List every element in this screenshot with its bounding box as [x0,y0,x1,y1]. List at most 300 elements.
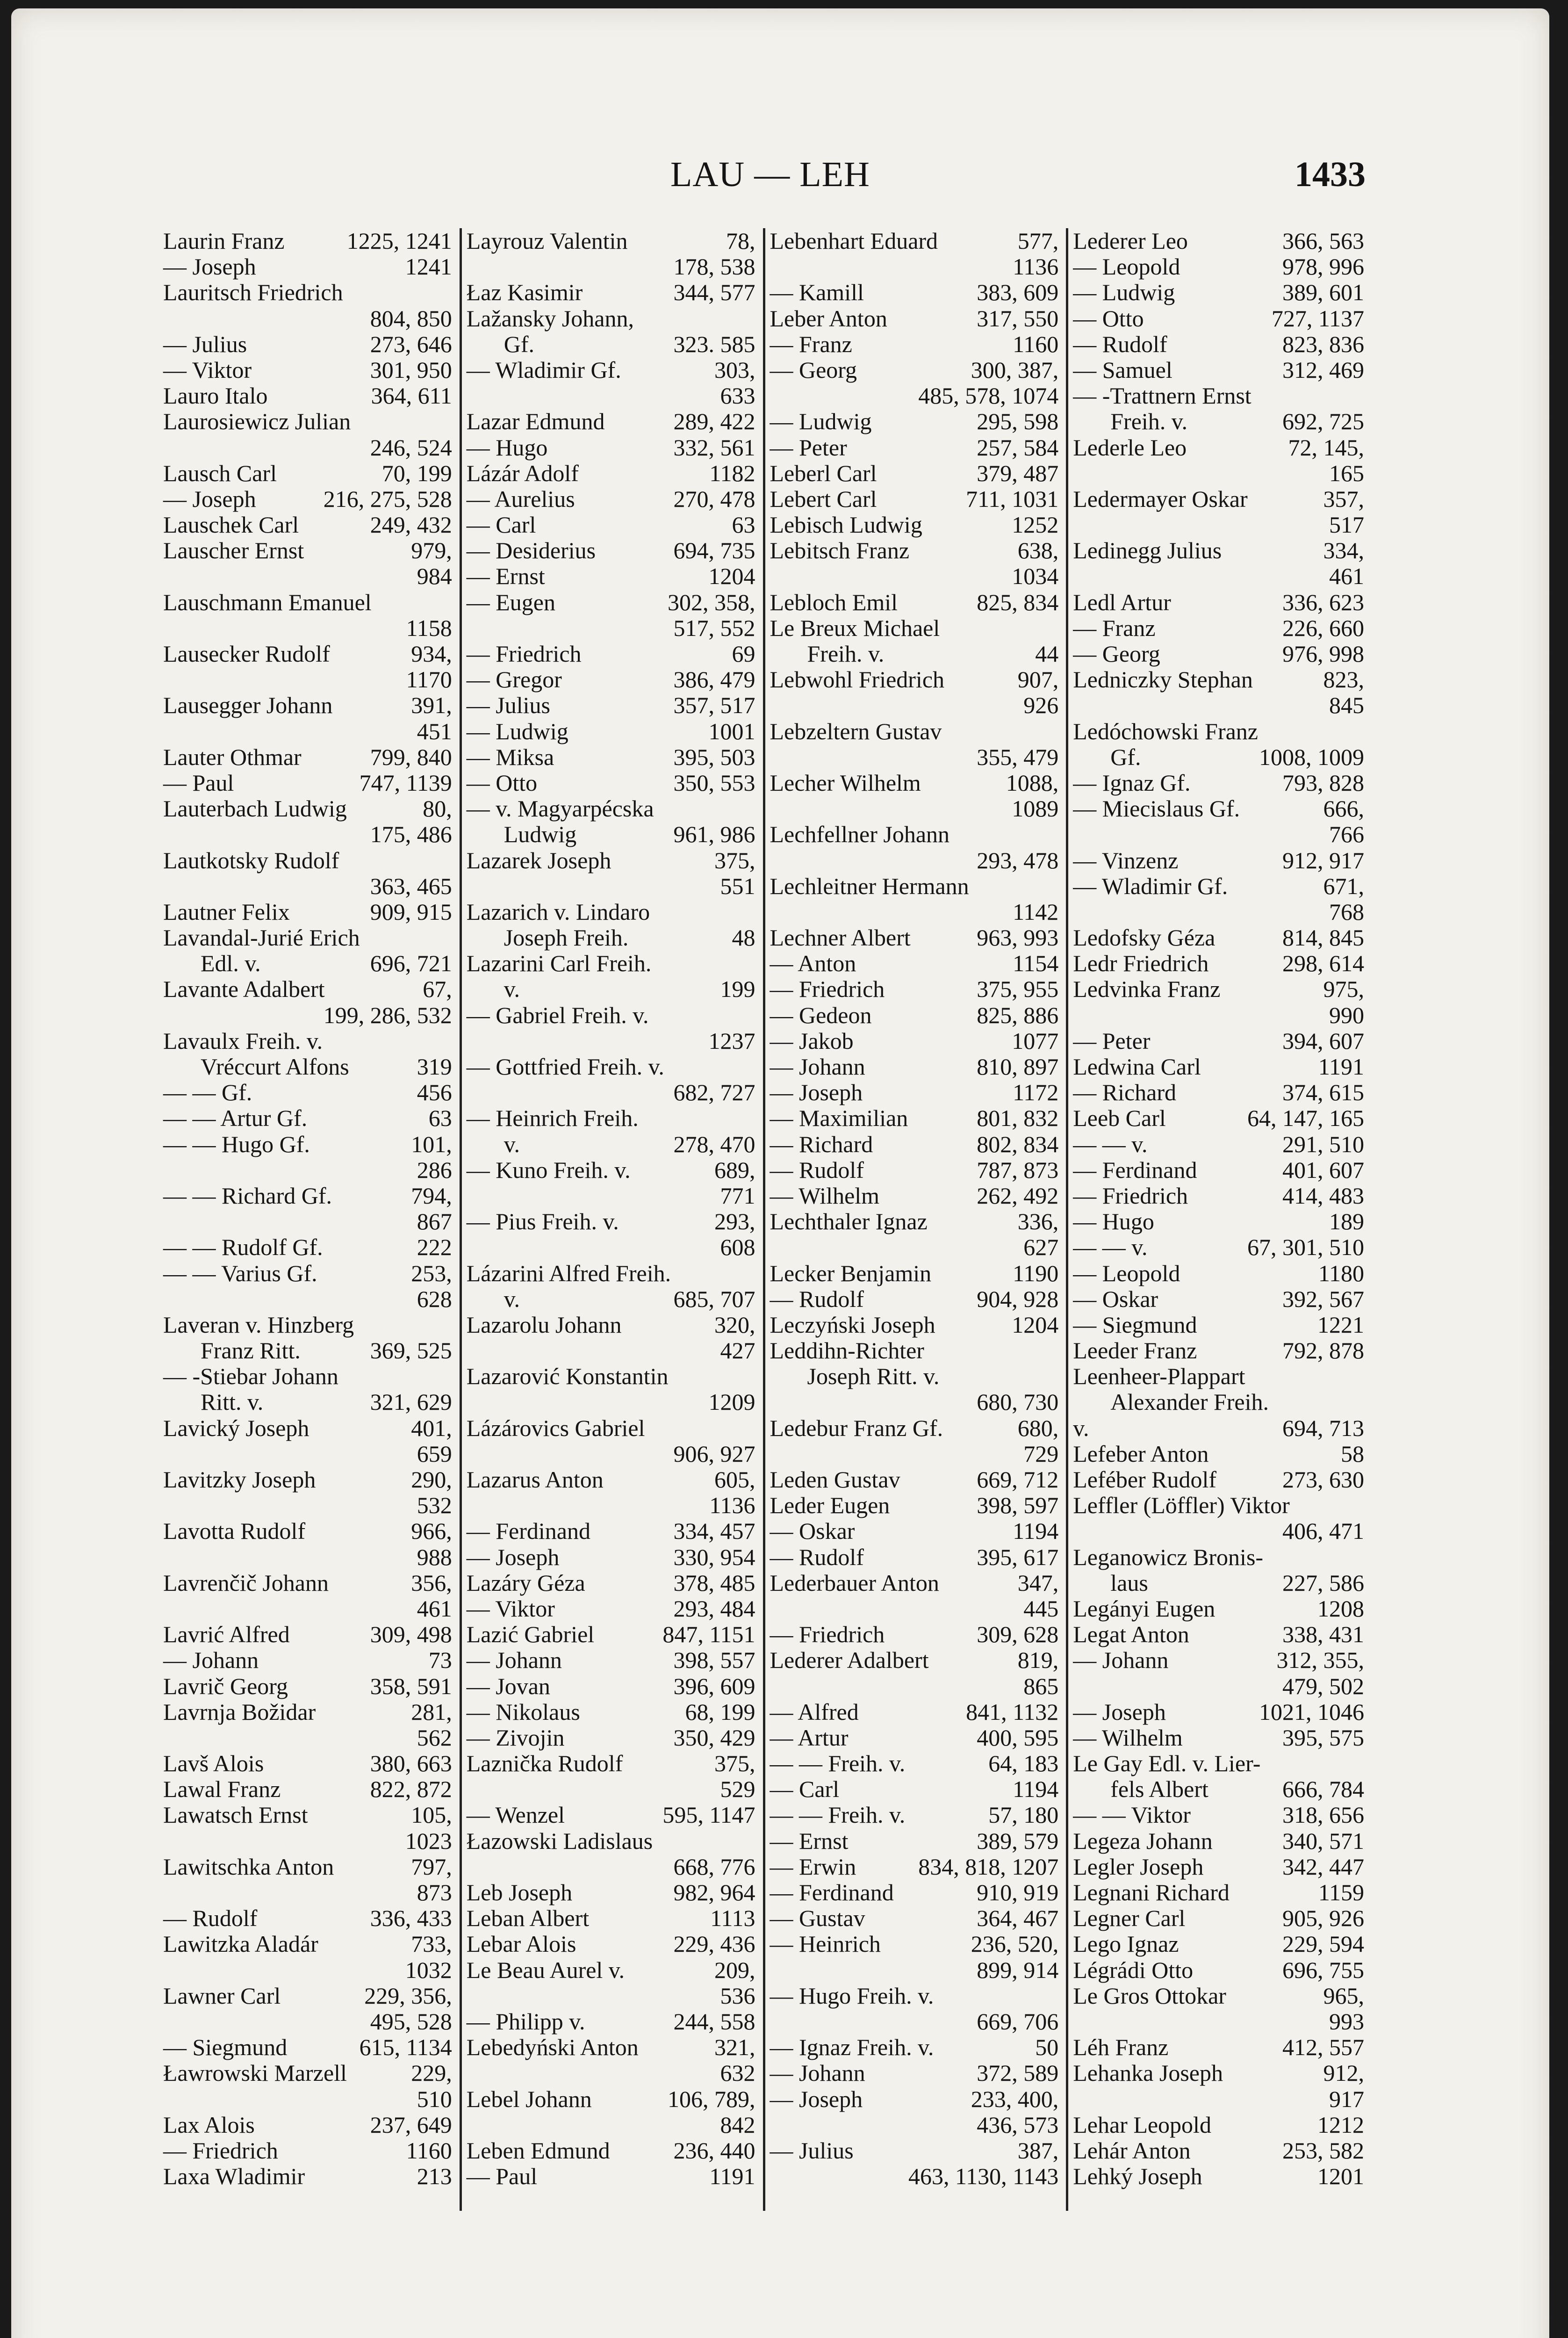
entry-name: — Rudolf [770,1156,864,1183]
entry-page-refs: 175, 486 [370,821,452,848]
entry-name: Legner Carl [1073,1905,1186,1932]
index-entry [163,925,452,951]
entry-page-refs: 1194 [1013,1776,1059,1803]
entry-page-refs: 395, 503 [673,743,755,770]
entry-page-refs: 1225, 1241 [346,228,452,254]
index-entry [163,1828,452,1854]
index-entry [163,2164,452,2189]
index-entry [467,1828,755,1854]
entry-page-refs: 323. 585 [673,331,755,357]
index-entry [467,2164,755,2189]
entry-name: — Julius [466,692,550,719]
entry-page-refs: 696, 755 [1282,1956,1364,1983]
index-entry [163,1622,452,1647]
entry-name: Vréccurt Alfons [201,1054,349,1080]
index-entry [163,848,452,873]
entry-name: Le Breux Michael [770,614,940,641]
entry-page-refs: 302, 358, [668,589,755,615]
entry-page-refs: 680, 730 [977,1389,1059,1415]
index-entry [1073,1776,1364,1802]
entry-page-refs: 48 [732,924,755,951]
index-columns [158,228,1372,2211]
index-entry [770,254,1059,280]
index-entry [467,1622,755,1647]
entry-page-refs: 814, 845 [1282,924,1364,951]
entry-page-refs: 727, 1137 [1271,305,1364,332]
entry-name: — Pius Freih. v. [466,1208,619,1235]
entry-name: — Samuel [1073,356,1172,383]
index-entry [770,1105,1059,1131]
entry-name: — Paul [163,769,234,796]
index-entry [1073,1854,1364,1880]
entry-page-refs: 412, 557 [1282,2034,1364,2061]
entry-name: Lehar Leopold [1073,2111,1211,2138]
entry-name: fels Albert [1110,1776,1208,1803]
entry-page-refs: 350, 553 [673,769,755,796]
index-entry [770,332,1059,357]
entry-page-refs: 394, 607 [1282,1027,1364,1054]
entry-page-refs: 907, [1017,666,1059,693]
entry-name: — Philipp v. [466,2008,585,2035]
entry-page-refs: 58 [1341,1440,1364,1467]
entry-page-refs: 794, [411,1182,452,1209]
index-entry [467,1338,755,1364]
index-entry [467,1854,755,1880]
index-entry [467,1234,755,1260]
entry-name: Lavante Adalbert [163,976,325,1003]
index-entry [1073,1751,1364,1776]
index-entry [1073,1415,1364,1441]
index-entry [467,1880,755,1905]
entry-name: Lauschmann Emanuel [163,589,372,615]
entry-page-refs: 1191 [709,2163,755,2190]
entry-name: — Carl [770,1776,840,1803]
index-entry [467,1905,755,1931]
index-entry [163,435,452,461]
index-entry [1073,306,1364,332]
entry-name: — Ernst [770,1827,849,1854]
index-entry [770,1751,1059,1776]
entry-page-refs: 298, 614 [1282,950,1364,977]
entry-name: Lebar Alois [466,1931,576,1957]
index-entry [467,2138,755,2164]
index-entry [163,1003,452,1028]
entry-page-refs: 50 [1035,2034,1059,2061]
entry-name: Layrouz Valentin [466,228,628,254]
index-entry [770,1725,1059,1751]
entry-name: Leder Eugen [770,1492,890,1519]
entry-name: — Ignaz Gf. [1073,769,1191,796]
index-entry [163,357,452,383]
entry-page-refs: 178, 538 [673,253,755,280]
entry-name: — Heinrich [770,1931,881,1957]
entry-page-refs: 834, 818, 1207 [918,1853,1059,1880]
index-entry [163,1105,452,1131]
index-entry [1073,1441,1364,1467]
index-entry [163,1312,452,1338]
index-entry [770,383,1059,409]
entry-page-refs: 336, 433 [370,1905,452,1932]
entry-page-refs: 671, [1323,873,1364,899]
entry-page-refs: 290, [411,1466,452,1493]
index-entry [163,1699,452,1725]
index-entry [163,2009,452,2035]
index-entry [770,1854,1059,1880]
entry-name: Lederle Leo [1073,434,1187,461]
index-entry [1073,461,1364,486]
index-column-4 [1068,228,1372,2211]
entry-name: Legat Anton [1073,1621,1189,1648]
index-entry [467,1080,755,1105]
index-entry [467,1674,755,1699]
index-entry [770,486,1059,512]
entry-page-refs: 1136 [709,1492,755,1519]
entry-name: — Artur [770,1724,849,1751]
entry-name: — Kamill [770,279,864,306]
index-entry [1073,1338,1364,1364]
index-entry [163,796,452,822]
entry-page-refs: 340, 571 [1282,1827,1364,1854]
index-entry [467,332,755,357]
index-entry [163,280,452,305]
entry-page-refs: 401, [411,1414,452,1441]
entry-name: Freih. v. [1110,408,1188,435]
entry-name: Lebedyński Anton [466,2034,639,2061]
index-entry [163,1725,452,1751]
index-entry [467,1415,755,1441]
index-entry [163,1957,452,1983]
index-entry [770,1364,1059,1389]
entry-name: Lazarus Anton [466,1466,604,1493]
entry-name: Lazarek Joseph [466,847,611,873]
entry-page-refs: 398, 557 [673,1647,755,1674]
entry-page-refs: 711, 1031 [966,485,1059,512]
index-entry [467,976,755,1002]
index-entry [770,1338,1059,1364]
entry-page-refs: 401, 607 [1282,1156,1364,1183]
entry-page-refs: 226, 660 [1282,614,1364,641]
index-entry [467,1054,755,1080]
index-entry [467,1518,755,1544]
index-entry [163,306,452,332]
index-entry [1073,822,1364,847]
entry-name: Lautner Felix [163,898,290,925]
entry-page-refs: 336, [1017,1208,1059,1235]
entry-name: — Gabriel Freih. v. [466,1002,649,1028]
entry-page-refs: 364, 467 [977,1905,1059,1932]
entry-name: — Anton [770,950,856,977]
index-entry [1073,641,1364,667]
index-entry [467,563,755,589]
index-entry [163,822,452,847]
index-entry [770,1957,1059,1983]
entry-page-refs: 358, 591 [370,1673,452,1699]
index-entry [163,1518,452,1544]
entry-name: — -Stiebar Johann [163,1363,338,1390]
index-entry [770,1261,1059,1286]
index-entry [1073,1132,1364,1157]
entry-page-refs: 976, 998 [1282,641,1364,667]
entry-name: — Joseph [770,2085,863,2112]
entry-name: Lego Ignaz [1073,1931,1179,1957]
entry-name: Leffler (Löffler) Viktor [1073,1492,1290,1519]
entry-page-refs: 825, 834 [977,589,1059,615]
entry-name: — — Freih. v. [770,1750,906,1777]
entry-page-refs: 1237 [708,1027,755,1054]
index-entry [467,667,755,693]
entry-name: Leberl Carl [770,460,877,486]
entry-name: Leben Edmund [466,2137,610,2164]
index-entry [1073,1596,1364,1622]
index-entry [467,1699,755,1725]
index-entry [467,228,755,254]
entry-name: Lavitzky Joseph [163,1466,316,1493]
entry-page-refs: 1159 [1318,1879,1364,1905]
index-entry [770,1157,1059,1183]
entry-page-refs: 532 [417,1492,452,1519]
entry-page-refs: 209, [714,1956,755,1983]
entry-page-refs: 319 [417,1054,452,1080]
entry-page-refs: 1212 [1317,2111,1364,2138]
index-entry [163,563,452,589]
entry-name: Lazarini Carl Freih. [466,950,652,977]
entry-page-refs: 1252 [1012,512,1059,538]
index-entry [1073,1493,1364,1518]
index-entry [467,1596,755,1622]
entry-page-refs: 823, [1323,666,1364,693]
index-entry [770,409,1059,434]
index-column-3 [765,228,1069,2211]
index-entry [770,1776,1059,1802]
entry-name: Lavrenčič Johann [163,1569,329,1596]
entry-name: v. [503,1285,520,1312]
entry-name: Leban Albert [466,1905,590,1932]
entry-page-refs: 979, [411,537,452,564]
entry-page-refs: 1180 [1318,1260,1364,1286]
index-entry [1073,486,1364,512]
entry-name: Lederer Adalbert [770,1647,929,1674]
entry-page-refs: 1201 [1317,2163,1364,2190]
index-entry [1073,1312,1364,1338]
entry-name: Lázár Adolf [466,460,579,486]
index-entry [770,1286,1059,1312]
index-entry [770,744,1059,770]
index-entry [467,1105,755,1131]
index-entry [770,1441,1059,1467]
entry-name: — Richard [770,1131,873,1157]
entry-page-refs: 278, 470 [673,1131,755,1157]
entry-name: Lazarolu Johann [466,1311,622,1338]
entry-name: Legeza Johann [1073,1827,1213,1854]
index-entry [1073,538,1364,563]
entry-page-refs: 682, 727 [673,1079,755,1106]
index-entry [467,770,755,796]
index-entry [1073,1544,1364,1570]
index-entry [1073,1725,1364,1751]
entry-page-refs: 375, 955 [977,976,1059,1003]
entry-page-refs: 456 [417,1079,452,1106]
entry-page-refs: 633 [720,382,755,409]
index-entry [1073,951,1364,976]
index-entry [163,641,452,667]
index-entry [163,719,452,744]
entry-page-refs: 485, 578, 1074 [918,382,1059,409]
entry-name: — Franz [770,331,852,357]
entry-page-refs: 975, [1323,976,1364,1003]
entry-name: Ledebur Franz Gf. [770,1414,943,1441]
entry-page-refs: 347, [1017,1569,1059,1596]
index-entry [770,951,1059,976]
index-entry [770,719,1059,744]
entry-page-refs: 286 [417,1156,452,1183]
entry-page-refs: 379, 487 [977,460,1059,486]
entry-name: Lehanka Joseph [1073,2060,1223,2086]
entry-name: Lefeber Anton [1073,1440,1209,1467]
entry-page-refs: 605, [714,1466,755,1493]
index-entry [467,899,755,925]
entry-page-refs: 993 [1329,2008,1364,2035]
index-entry [163,1880,452,1905]
index-entry [163,512,452,538]
index-entry [770,667,1059,693]
entry-page-refs: 666, 784 [1282,1776,1364,1803]
index-entry [1073,1183,1364,1209]
index-entry [467,512,755,538]
index-entry [467,1286,755,1312]
index-entry [163,2138,452,2164]
entry-name: — Julius [770,2137,854,2164]
entry-name: Lechleitner Hermann [770,873,969,899]
entry-name: — Kuno Freih. v. [466,1156,631,1183]
entry-page-refs: 312, 469 [1282,356,1364,383]
index-entry [770,1983,1059,2009]
entry-name: Joseph Freih. [503,924,629,951]
entry-name: — — Viktor [1073,1802,1191,1828]
index-entry [163,744,452,770]
index-entry [163,2035,452,2060]
index-entry [770,976,1059,1002]
entry-name: Lebwohl Friedrich [770,666,945,693]
entry-page-refs: 372, 589 [977,2060,1059,2086]
index-entry [1073,2086,1364,2112]
entry-page-refs: 301, 950 [370,356,452,383]
entry-name: v. [503,976,520,1003]
index-entry [163,590,452,615]
entry-page-refs: 627 [1023,1234,1059,1261]
index-entry [467,796,755,822]
entry-name: Lawal Franz [163,1776,281,1803]
entry-page-refs: 72, 145, [1288,434,1364,461]
entry-name: — Joseph [466,1544,560,1570]
entry-page-refs: 357, 517 [673,692,755,719]
index-entry [770,1312,1059,1338]
entry-page-refs: 216, 275, 528 [323,485,452,512]
index-entry [163,1570,452,1596]
entry-name: — Alfred [770,1698,859,1725]
index-entry [163,254,452,280]
entry-page-refs: 1023 [405,1827,452,1854]
index-entry [467,254,755,280]
entry-page-refs: 638, [1017,537,1059,564]
entry-page-refs: 810, 897 [977,1054,1059,1080]
entry-name: Lederbauer Anton [770,1569,939,1596]
entry-name: — Heinrich Freih. [466,1105,639,1132]
entry-name: Lawitschka Anton [163,1853,334,1880]
entry-name: — Joseph [163,485,256,512]
index-entry [467,1776,755,1802]
index-entry [1073,848,1364,873]
entry-name: Leber Anton [770,305,887,332]
index-entry [1073,1054,1364,1080]
entry-name: Lavrić Alfred [163,1621,290,1648]
entry-name: Lebzeltern Gustav [770,718,942,744]
entry-name: — Ferdinand [466,1518,590,1544]
entry-name: — Gedeon [770,1002,872,1028]
index-entry [163,383,452,409]
entry-page-refs: 395, 617 [977,1544,1059,1570]
entry-page-refs: 105, [411,1802,452,1828]
index-entry [1073,409,1364,434]
entry-name: Lax Alois [163,2111,255,2138]
entry-name: Ledinegg Julius [1073,537,1222,564]
entry-name: — Ferdinand [1073,1156,1197,1183]
entry-page-refs: 1089 [1012,795,1059,822]
entry-name: Lazar Edmund [466,408,605,435]
entry-page-refs: 912, [1323,2060,1364,2086]
entry-page-refs: 787, 873 [977,1156,1059,1183]
index-entry [467,435,755,461]
entry-page-refs: 771 [720,1182,755,1209]
index-entry [163,1028,452,1054]
index-entry [163,1776,452,1802]
index-entry [1073,254,1364,280]
entry-page-refs: 57, 180 [988,1802,1059,1828]
index-entry [467,1441,755,1467]
entry-page-refs: 389, 579 [977,1827,1059,1854]
entry-name: — — Hugo Gf. [163,1131,310,1157]
entry-name: — Johann [466,1647,562,1674]
entry-name: — Carl [466,512,536,538]
index-entry [1073,615,1364,641]
entry-name: Lederer Leo [1073,228,1188,254]
index-entry [163,2060,452,2086]
entry-page-refs: 841, 1132 [966,1698,1059,1725]
entry-page-refs: 615, 1134 [359,2034,452,2061]
entry-name: — Aurelius [466,485,575,512]
index-entry [770,2112,1059,2138]
entry-page-refs: 70, 199 [381,460,452,486]
entry-page-refs: 1160 [1013,331,1059,357]
entry-page-refs: 463, 1130, 1143 [908,2163,1059,2190]
entry-name: — Eugen [466,589,555,615]
entry-name: Laznička Rudolf [466,1750,623,1777]
index-entry [467,822,755,847]
entry-page-refs: 229, [411,2060,452,2086]
entry-page-refs: 445 [1023,1595,1059,1622]
entry-page-refs: 1154 [1013,950,1059,977]
index-entry [163,951,452,976]
index-entry [163,461,452,486]
entry-page-refs: 334, [1323,537,1364,564]
entry-name: Lavš Alois [163,1750,264,1777]
entry-page-refs: 355, 479 [977,743,1059,770]
index-entry [163,1234,452,1260]
entry-page-refs: 320, [714,1311,755,1338]
entry-page-refs: 823, 836 [1282,331,1364,357]
entry-page-refs: 262, 492 [977,1182,1059,1209]
entry-name: — — Gf. [163,1079,252,1106]
entry-name: — Friedrich [1073,1182,1188,1209]
